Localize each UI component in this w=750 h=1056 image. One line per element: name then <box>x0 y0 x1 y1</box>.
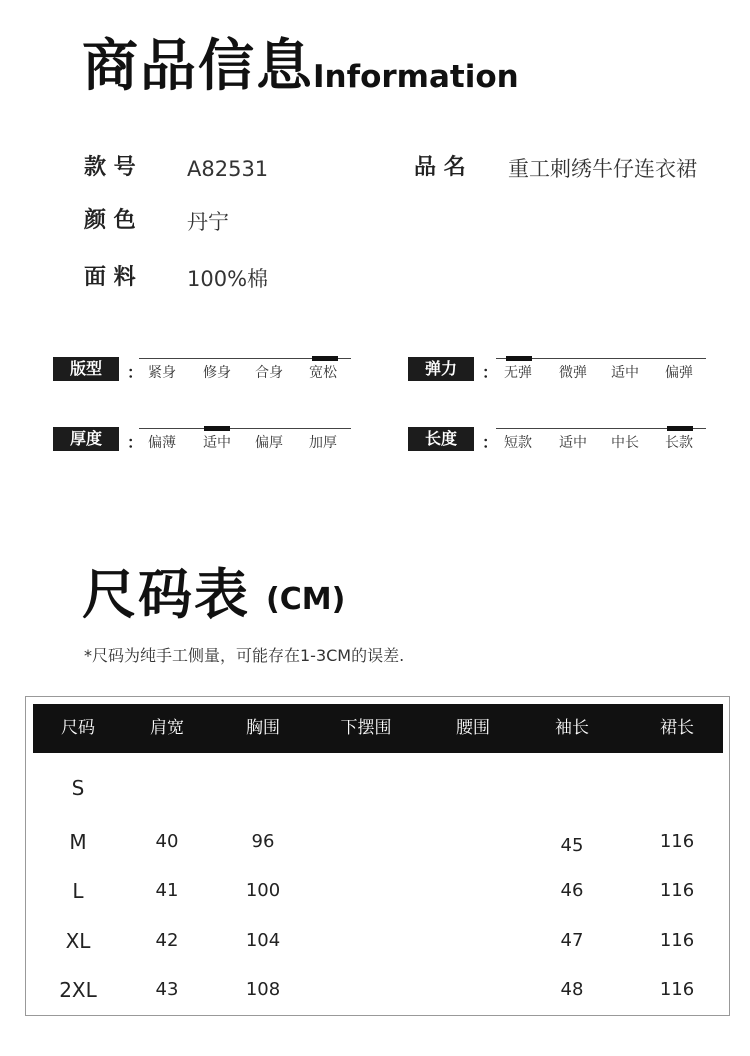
style-number-value: A82531 <box>187 157 269 181</box>
fit-option: 紧身 <box>148 365 176 381</box>
size-cell: S <box>71 776 85 800</box>
measurement-note: *尺码为纯手工侧量，可能存在1-3CM的误差. <box>84 646 405 665</box>
elasticity-colon: ： <box>482 363 499 382</box>
elasticity-option: 适中 <box>611 365 639 381</box>
size-chart-title: 尺码表 <box>82 563 250 626</box>
shoulder-cell: 43 <box>155 979 179 1000</box>
chest-cell: 108 <box>245 979 281 1000</box>
sleeve-cell: 45 <box>560 835 584 856</box>
column-header: 下摆围 <box>340 718 392 738</box>
thickness-scale-line <box>139 428 351 429</box>
length-cell: 116 <box>659 930 695 951</box>
elasticity-option: 微弹 <box>559 365 587 381</box>
shoulder-cell: 41 <box>155 880 179 901</box>
length-cell: 116 <box>659 880 695 901</box>
length-option: 长款 <box>665 435 693 451</box>
fit-option: 合身 <box>255 365 283 381</box>
color-value: 丹宁 <box>187 210 229 234</box>
thickness-option: 偏薄 <box>148 435 176 451</box>
product-name-value: 重工刺绣牛仔连衣裙 <box>508 157 697 181</box>
style-number-label: 款 号 <box>84 155 136 180</box>
length-colon: ： <box>482 433 499 452</box>
page-title: 商品信息 <box>82 34 314 99</box>
chest-cell: 100 <box>245 880 281 901</box>
chest-cell: 104 <box>245 930 281 951</box>
product-name-label: 品 名 <box>414 155 466 180</box>
column-header: 裙长 <box>660 718 694 738</box>
elasticity-tag: 弹力 <box>408 357 474 381</box>
thickness-option: 加厚 <box>309 435 337 451</box>
page-title-english: Information <box>313 59 519 95</box>
fabric-value: 100%棉 <box>187 267 269 291</box>
fit-tag: 版型 <box>53 357 119 381</box>
elasticity-option: 无弹 <box>504 365 532 381</box>
thickness-option: 偏厚 <box>255 435 283 451</box>
fit-option: 宽松 <box>309 365 337 381</box>
column-header: 肩宽 <box>150 718 184 738</box>
sleeve-cell: 47 <box>560 930 584 951</box>
column-header: 袖长 <box>555 718 589 738</box>
sleeve-cell: 48 <box>560 979 584 1000</box>
shoulder-cell: 40 <box>155 831 179 852</box>
length-tag: 长度 <box>408 427 474 451</box>
fit-option: 修身 <box>203 365 231 381</box>
chest-cell: 96 <box>251 831 275 852</box>
fit-selected-marker <box>312 356 338 361</box>
fit-colon: ： <box>127 363 144 382</box>
thickness-colon: ： <box>127 433 144 452</box>
thickness-selected-marker <box>204 426 230 431</box>
length-cell: 116 <box>659 831 695 852</box>
size-cell: XL <box>65 929 91 953</box>
column-header: 胸围 <box>246 718 280 738</box>
sleeve-cell: 46 <box>560 880 584 901</box>
length-option: 中长 <box>611 435 639 451</box>
thickness-option: 适中 <box>203 435 231 451</box>
column-header: 尺码 <box>61 718 95 738</box>
length-option: 适中 <box>559 435 587 451</box>
thickness-tag: 厚度 <box>53 427 119 451</box>
length-cell: 116 <box>659 979 695 1000</box>
size-cell: M <box>69 830 87 854</box>
length-selected-marker <box>667 426 693 431</box>
size-chart-unit: (CM) <box>266 582 346 617</box>
fabric-label: 面 料 <box>84 265 136 290</box>
elasticity-option: 偏弹 <box>665 365 693 381</box>
color-label: 颜 色 <box>84 208 136 233</box>
elasticity-selected-marker <box>506 356 532 361</box>
size-cell: L <box>72 879 84 903</box>
size-cell: 2XL <box>59 978 97 1002</box>
column-header: 腰围 <box>456 718 490 738</box>
length-option: 短款 <box>504 435 532 451</box>
shoulder-cell: 42 <box>155 930 179 951</box>
